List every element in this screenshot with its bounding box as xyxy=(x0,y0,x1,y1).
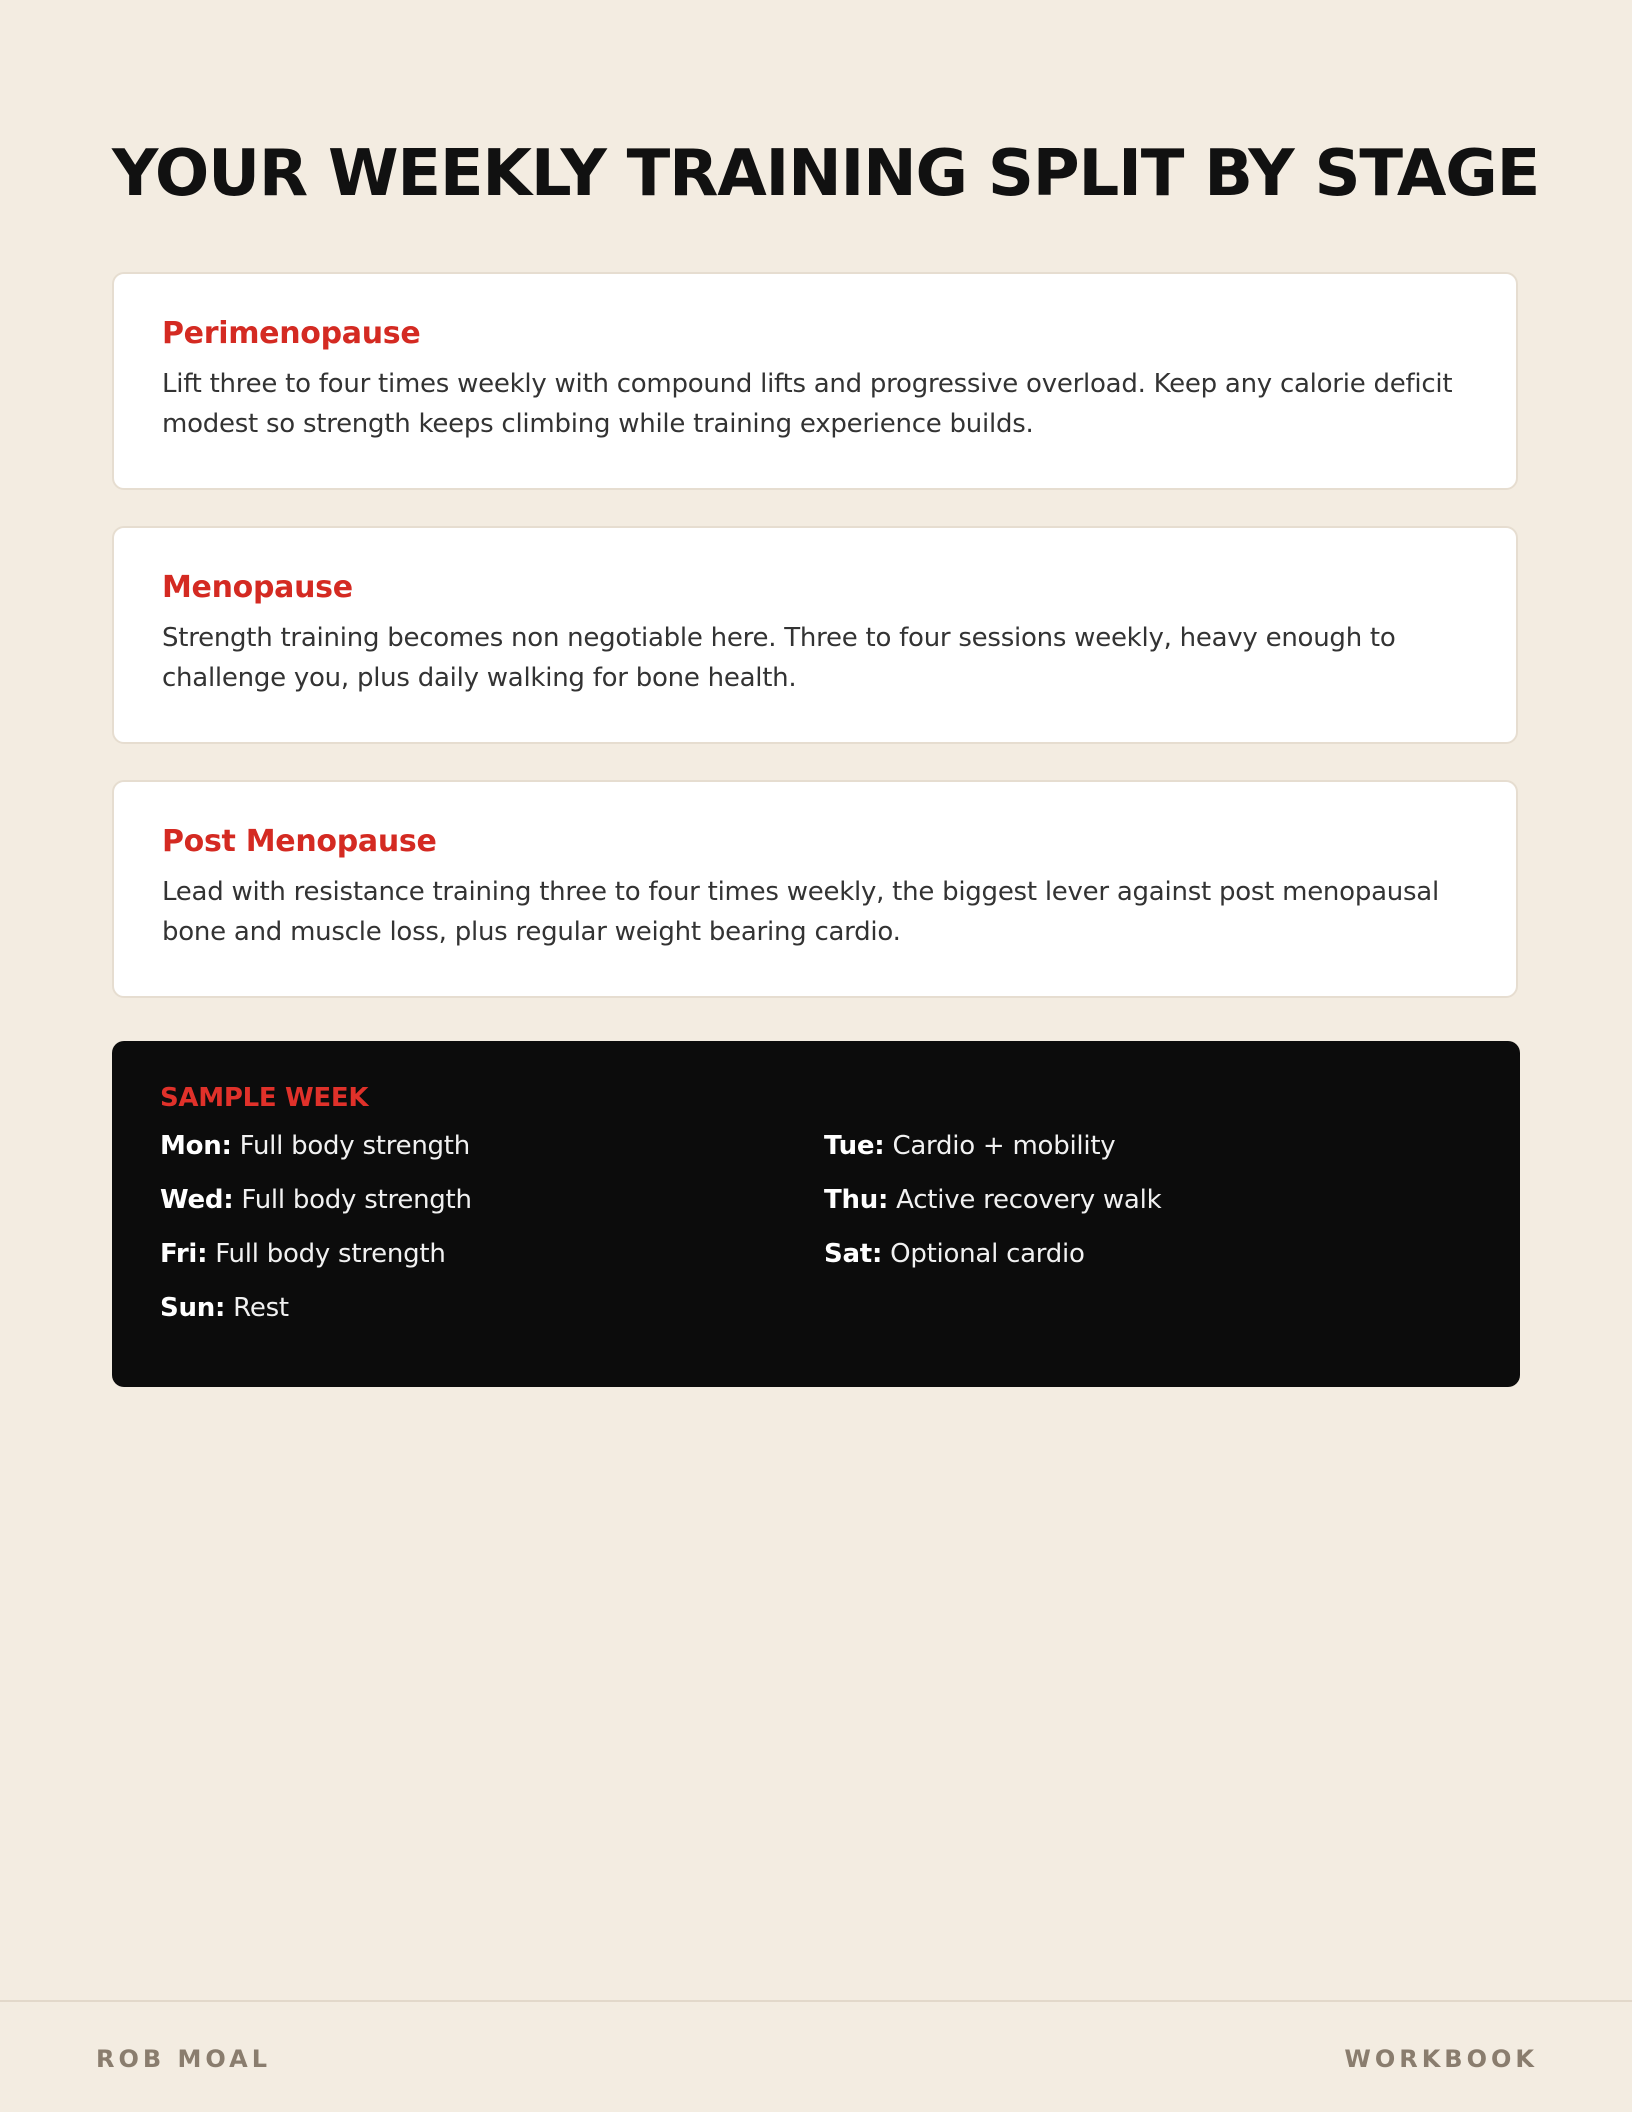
day-label: Wed: xyxy=(160,1185,234,1215)
sample-week-grid xyxy=(160,1129,1472,1325)
day-row-tue xyxy=(824,1129,1488,1163)
day-label: Sat: xyxy=(824,1239,883,1269)
day-row-fri xyxy=(160,1237,824,1271)
stage-description: Strength training becomes non negotiable here. Three to four sessions weekly, heavy enough to challenge you, plus daily walking for bone health. xyxy=(162,623,1396,693)
day-activity: Rest xyxy=(233,1293,289,1323)
stage-card-menopause xyxy=(112,526,1518,744)
stage-card-perimenopause xyxy=(112,272,1518,490)
stage-title: Menopause xyxy=(162,570,353,605)
day-activity: Cardio + mobility xyxy=(892,1131,1116,1161)
day-label: Tue: xyxy=(824,1131,885,1161)
stage-description: Lead with resistance training three to four times weekly, the biggest lever against post menopausal bone and muscle loss, plus regular weight bearing cardio. xyxy=(162,877,1439,947)
day-row-wed xyxy=(160,1183,824,1217)
stage-title: Perimenopause xyxy=(162,316,421,351)
day-row-sat xyxy=(824,1237,1488,1271)
page-title: YOUR WEEKLY TRAINING SPLIT BY STAGE xyxy=(112,137,1540,211)
sample-week-title: SAMPLE WEEK xyxy=(160,1083,369,1113)
day-label: Thu: xyxy=(824,1185,889,1215)
footer-label: WORKBOOK xyxy=(1344,2045,1538,2073)
day-activity: Optional cardio xyxy=(890,1239,1085,1269)
stage-card-post-menopause xyxy=(112,780,1518,998)
stage-title: Post Menopause xyxy=(162,824,437,859)
day-label: Sun: xyxy=(160,1293,226,1323)
sample-week-panel xyxy=(112,1041,1520,1387)
day-row-mon xyxy=(160,1129,824,1163)
day-label: Mon: xyxy=(160,1131,232,1161)
day-label: Fri: xyxy=(160,1239,208,1269)
day-row-thu xyxy=(824,1183,1488,1217)
day-activity: Full body strength xyxy=(241,1185,472,1215)
page-footer xyxy=(0,2000,1632,2112)
stage-description: Lift three to four times weekly with compound lifts and progressive overload. Keep any calorie deficit modest so strength keeps climbing while training experience builds. xyxy=(162,369,1453,439)
day-activity: Full body strength xyxy=(239,1131,470,1161)
day-row-sun xyxy=(160,1291,824,1325)
footer-author: ROB MOAL xyxy=(96,2045,272,2073)
day-activity: Full body strength xyxy=(215,1239,446,1269)
day-activity: Active recovery walk xyxy=(896,1185,1162,1215)
